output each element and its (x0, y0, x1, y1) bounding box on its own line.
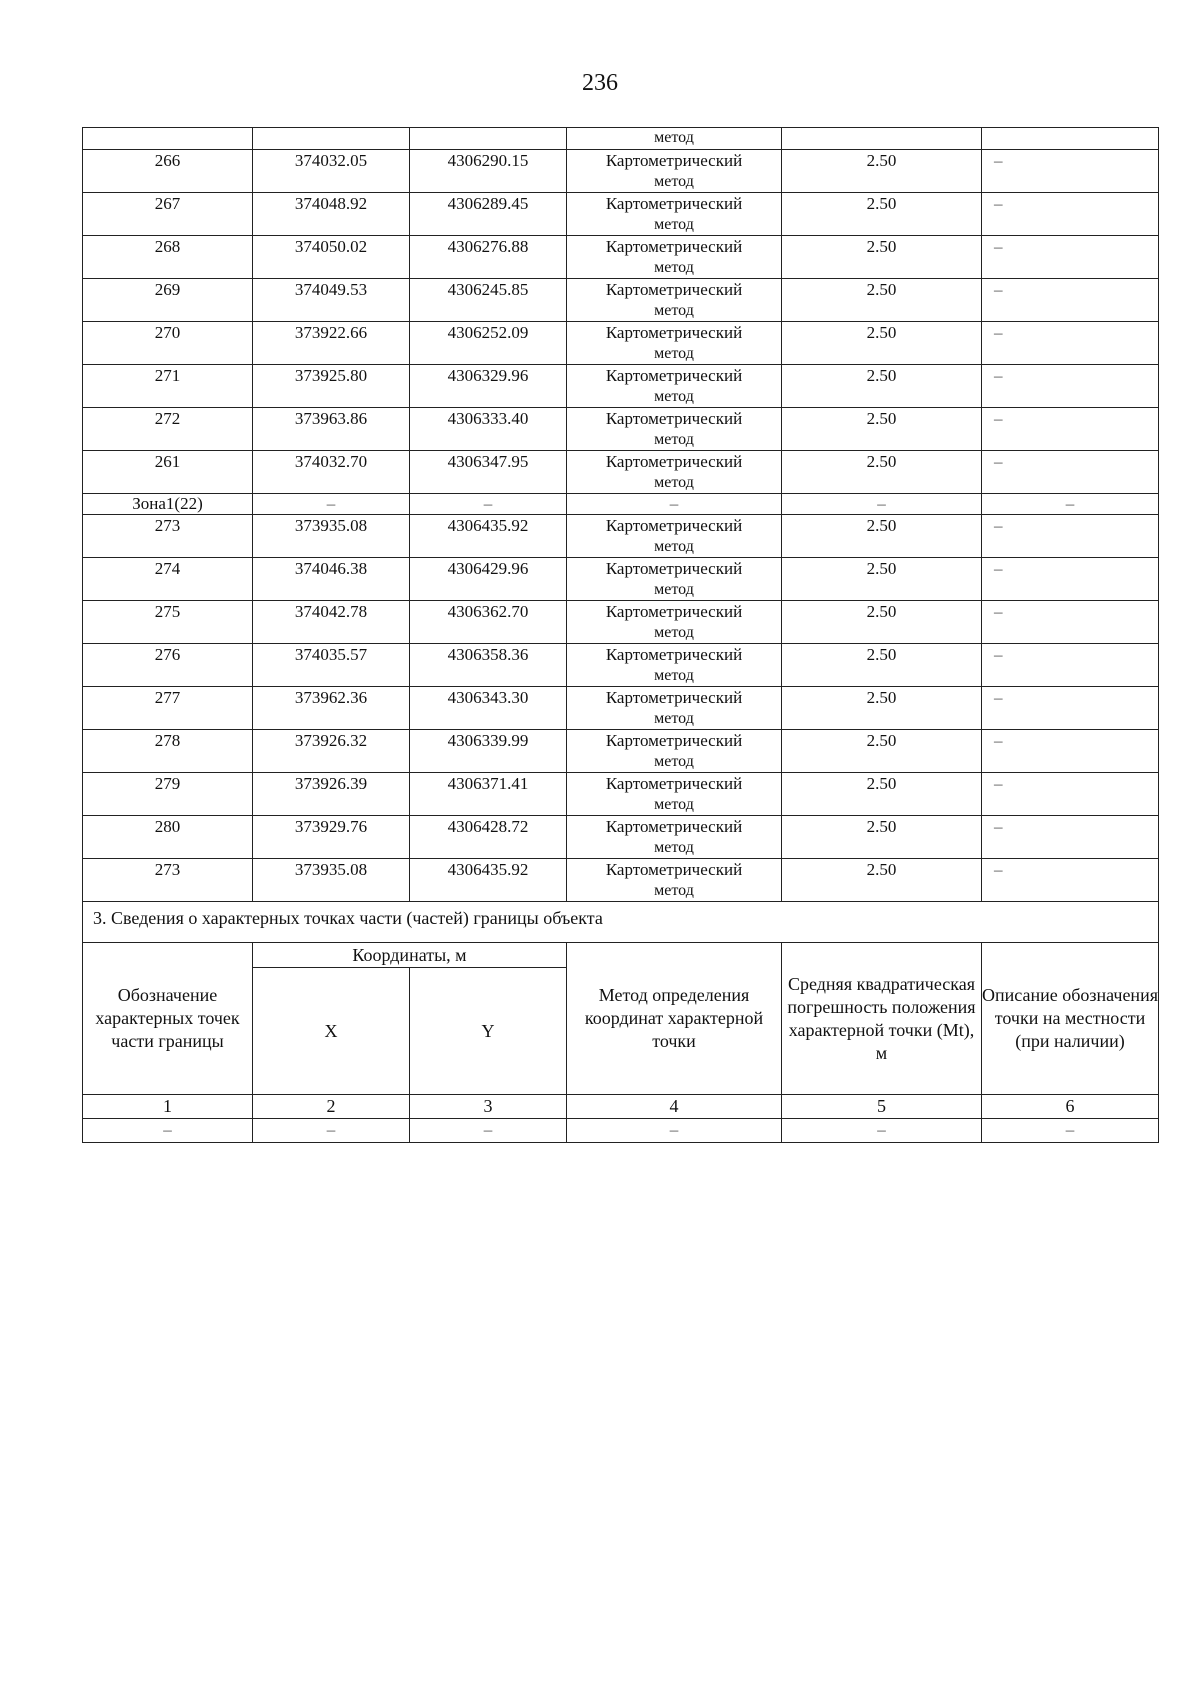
error-cell: 2.50 (782, 322, 982, 365)
method-line-1: Картометрический (605, 194, 743, 213)
coord-x: 374035.57 (253, 644, 410, 687)
method-line-1: Картометрический (605, 645, 743, 664)
point-id: 277 (83, 687, 253, 730)
coord-y: 4306343.30 (410, 687, 567, 730)
point-id: 271 (83, 365, 253, 408)
point-id: 275 (83, 601, 253, 644)
method-line-1: Картометрический (605, 323, 743, 342)
point-id: 273 (83, 859, 253, 902)
table-row (83, 451, 1159, 494)
method-cell (567, 816, 782, 859)
method-line-2: метод (654, 345, 694, 362)
header-y: Y (410, 968, 567, 1095)
coord-x: 373926.32 (253, 730, 410, 773)
error-cell: 2.50 (782, 558, 982, 601)
point-id: 267 (83, 193, 253, 236)
zone-row (83, 494, 1159, 515)
point-id: 273 (83, 515, 253, 558)
method-cell (567, 644, 782, 687)
error-cell: 2.50 (782, 730, 982, 773)
coord-y: 4306428.72 (410, 816, 567, 859)
method-line-1: Картометрический (605, 452, 743, 471)
coord-x: 374046.38 (253, 558, 410, 601)
coord-x: 373963.86 (253, 408, 410, 451)
method-line-1: Картометрический (605, 366, 743, 385)
method-cell (567, 279, 782, 322)
table-row (83, 859, 1159, 902)
coord-y: 4306329.96 (410, 365, 567, 408)
section-title: 3. Сведения о характерных точках части (частей) границы объекта (83, 902, 1159, 943)
zone-id: Зона1(22) (83, 494, 253, 515)
method-line-1: Картометрический (605, 602, 743, 621)
point-id: 269 (83, 279, 253, 322)
coord-x: 374042.78 (253, 601, 410, 644)
coord-y: 4306289.45 (410, 193, 567, 236)
method-line-1: Картометрический (605, 237, 743, 256)
empty-cell: – (567, 1119, 782, 1143)
method-line-2: метод (654, 538, 694, 555)
coord-y: 4306435.92 (410, 859, 567, 902)
zone-error: – (782, 494, 982, 515)
column-number: 3 (410, 1095, 567, 1119)
description-cell: – (982, 515, 1159, 558)
description-cell: – (982, 816, 1159, 859)
table-row (83, 408, 1159, 451)
empty-cell: – (982, 1119, 1159, 1143)
table-row (83, 773, 1159, 816)
header-coordinates: Координаты, м (253, 943, 567, 968)
description-cell: – (982, 558, 1159, 601)
coord-y: 4306290.15 (410, 150, 567, 193)
method-cell (567, 150, 782, 193)
method-cell (567, 558, 782, 601)
empty-cell: – (782, 1119, 982, 1143)
error-cell: 2.50 (782, 515, 982, 558)
method-cell (567, 859, 782, 902)
header-point-designation: Обозначение характерных точек части границы (83, 943, 253, 1095)
zone-method: – (567, 494, 782, 515)
point-id: 278 (83, 730, 253, 773)
method-cell (567, 515, 782, 558)
method-line-2: метод (654, 710, 694, 727)
column-number: 4 (567, 1095, 782, 1119)
description-cell: – (982, 365, 1159, 408)
method-line-1: Картометрический (605, 731, 743, 750)
error-cell: 2.50 (782, 150, 982, 193)
column-number: 6 (982, 1095, 1159, 1119)
method-cell: метод (567, 128, 782, 150)
point-id: 270 (83, 322, 253, 365)
coord-x: 373935.08 (253, 859, 410, 902)
method-line-1: Картометрический (605, 151, 743, 170)
table-row (83, 515, 1159, 558)
method-cell (567, 322, 782, 365)
method-line-2: метод (654, 431, 694, 448)
method-cell (567, 236, 782, 279)
error-cell: 2.50 (782, 193, 982, 236)
method-line-2: метод (654, 259, 694, 276)
description-cell: – (982, 193, 1159, 236)
description-cell: – (982, 773, 1159, 816)
header-error: Средняя квадратическая погрешность положения характерной точки (Mt), м (782, 943, 982, 1095)
coord-x: 373929.76 (253, 816, 410, 859)
error-cell: 2.50 (782, 644, 982, 687)
table-row (83, 236, 1159, 279)
error-cell: 2.50 (782, 773, 982, 816)
method-cell (567, 773, 782, 816)
empty-cell: – (253, 1119, 410, 1143)
point-id: 279 (83, 773, 253, 816)
error-cell: 2.50 (782, 365, 982, 408)
method-line-1: Картометрический (605, 817, 743, 836)
continuation-row (83, 128, 1159, 150)
coord-y: 4306371.41 (410, 773, 567, 816)
method-line-2: метод (654, 667, 694, 684)
coord-x: 374032.70 (253, 451, 410, 494)
point-id: 261 (83, 451, 253, 494)
error-cell: 2.50 (782, 451, 982, 494)
description-cell: – (982, 859, 1159, 902)
point-id: 272 (83, 408, 253, 451)
description-cell: – (982, 279, 1159, 322)
table-row (83, 193, 1159, 236)
method-line-1: Картометрический (605, 774, 743, 793)
error-cell: 2.50 (782, 687, 982, 730)
method-line-2: метод (654, 302, 694, 319)
coord-y: 4306333.40 (410, 408, 567, 451)
point-id: 268 (83, 236, 253, 279)
coord-y: 4306362.70 (410, 601, 567, 644)
column-number: 1 (83, 1095, 253, 1119)
method-line-2: метод (654, 753, 694, 770)
coordinates-table (82, 127, 1159, 1143)
coord-x: 373925.80 (253, 365, 410, 408)
column-number: 2 (253, 1095, 410, 1119)
coord-y: 4306358.36 (410, 644, 567, 687)
method-line-2: метод (654, 882, 694, 899)
point-id: 274 (83, 558, 253, 601)
empty-cell: – (83, 1119, 253, 1143)
description-cell: – (982, 451, 1159, 494)
error-cell: 2.50 (782, 816, 982, 859)
method-line-2: метод (654, 624, 694, 641)
column-number: 5 (782, 1095, 982, 1119)
description-cell: – (982, 730, 1159, 773)
table-row (83, 322, 1159, 365)
method-cell (567, 408, 782, 451)
method-line-1: Картометрический (605, 409, 743, 428)
method-cell (567, 451, 782, 494)
table-row (83, 279, 1159, 322)
coord-y: 4306347.95 (410, 451, 567, 494)
description-cell: – (982, 150, 1159, 193)
header-x: X (253, 968, 410, 1095)
method-line-2: метод (654, 388, 694, 405)
page-number: 236 (582, 70, 618, 96)
error-cell: 2.50 (782, 279, 982, 322)
coord-y: 4306245.85 (410, 279, 567, 322)
point-id: 280 (83, 816, 253, 859)
table-row (83, 558, 1159, 601)
method-cell (567, 193, 782, 236)
description-cell: – (982, 236, 1159, 279)
coord-x: 374032.05 (253, 150, 410, 193)
table-row (83, 730, 1159, 773)
method-cell (567, 601, 782, 644)
empty-cell: – (410, 1119, 567, 1143)
coord-y: 4306339.99 (410, 730, 567, 773)
coord-y: 4306429.96 (410, 558, 567, 601)
coord-y: 4306252.09 (410, 322, 567, 365)
method-line-1: Картометрический (605, 860, 743, 879)
coord-x: 373962.36 (253, 687, 410, 730)
column-numbers-row (83, 1095, 1159, 1119)
method-line-2: метод (654, 839, 694, 856)
section-title-row (83, 902, 1159, 943)
method-line-1: Картометрический (605, 280, 743, 299)
coord-y: 4306276.88 (410, 236, 567, 279)
coord-x: 374048.92 (253, 193, 410, 236)
header-method: Метод определения координат характерной точки (567, 943, 782, 1095)
table-row (83, 601, 1159, 644)
method-line-2: метод (654, 581, 694, 598)
coord-y: 4306435.92 (410, 515, 567, 558)
coord-x: 374049.53 (253, 279, 410, 322)
table-row (83, 365, 1159, 408)
description-cell: – (982, 322, 1159, 365)
error-cell: 2.50 (782, 601, 982, 644)
description-cell: – (982, 687, 1159, 730)
coord-x: 373922.66 (253, 322, 410, 365)
method-line-1: Картометрический (605, 516, 743, 535)
error-cell: 2.50 (782, 408, 982, 451)
description-cell: – (982, 644, 1159, 687)
description-cell: – (982, 408, 1159, 451)
point-id: 266 (83, 150, 253, 193)
header-description: Описание обозначения точки на местности (при наличии) (982, 943, 1159, 1095)
zone-desc: – (982, 494, 1159, 515)
coord-x: 373935.08 (253, 515, 410, 558)
method-line-2: метод (654, 796, 694, 813)
method-line-2: метод (654, 173, 694, 190)
point-id: 276 (83, 644, 253, 687)
coord-x: 374050.02 (253, 236, 410, 279)
error-cell: 2.50 (782, 859, 982, 902)
table-row (83, 687, 1159, 730)
zone-x: – (253, 494, 410, 515)
method-line-1: Картометрический (605, 688, 743, 707)
method-cell (567, 687, 782, 730)
method-cell (567, 365, 782, 408)
error-cell: 2.50 (782, 236, 982, 279)
description-cell: – (982, 601, 1159, 644)
table-row (83, 644, 1159, 687)
method-line-2: метод (654, 216, 694, 233)
method-line-2: метод (654, 474, 694, 491)
table-row (83, 816, 1159, 859)
header-row-1 (83, 943, 1159, 968)
method-cell (567, 730, 782, 773)
coord-x: 373926.39 (253, 773, 410, 816)
table-row (83, 150, 1159, 193)
empty-data-row (83, 1119, 1159, 1143)
method-line-1: Картометрический (605, 559, 743, 578)
zone-y: – (410, 494, 567, 515)
